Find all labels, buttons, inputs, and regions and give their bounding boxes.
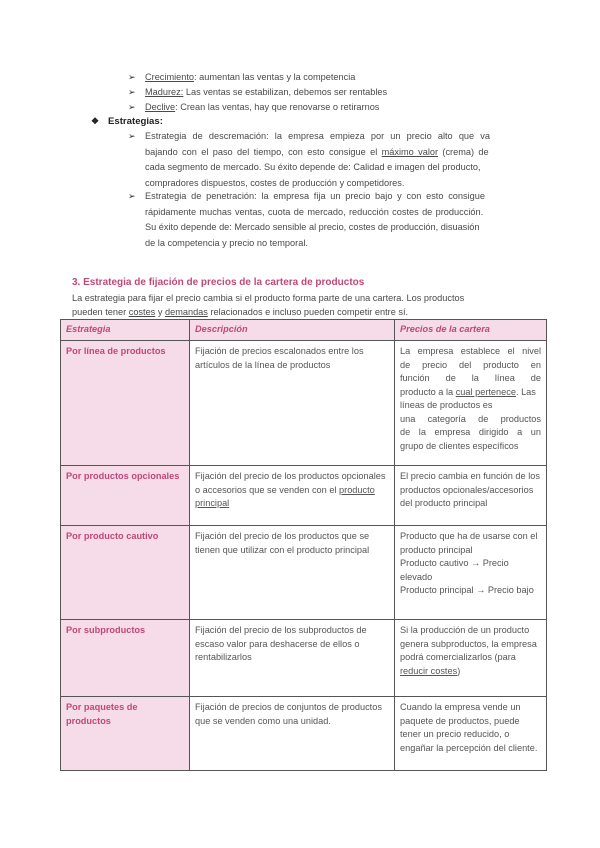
- document-page: ➢ Crecimiento: aumentan las ventas y la competencia ➢ Madurez: Las ventas se estabilizan, debemos ser rentables ➢ Declive: Crean las ventas, hay que renovarse o retirarnos ❖ Estrategias: ➢ Estrategia de descremación: la empresa empieza por un precio alto que va bajando con el paso del tiempo, con esto consigue el máximo valor (crema) de cada segmento de mercado. Su éxito depende de: Calidad e imagen del producto, compradores dispuestos, costes de producción y competidores. ➢ Estrategia de penetración: la empresa fija un precio bajo y con esto consigue rápidamente muchas ventas, cuota de mercado, reducción costes de producción. Su éxito depende de: Mercado sensible al precio, costes de producción, disuasión de la competencia y precio no temporal. 3. Estrategia de fijación de precios de la cartera de productos La estrategia para fijar el precio cambia si el producto forma parte de una cartera. Los productos pueden tener costes y demandas relacionados e incluso pueden competir entre sí. Estrategia Descripción Precios de la cartera Por línea de productos Fijación de precios escalonados entre los artículos de la línea de productos La empresa establece el nivel de precio del producto en función de la línea de producto a la cual pertenece. Las líneas de productos es una categoría de productos de la empresa dirigido a un grupo de clientes específicos Por productos opcionales Fijación del precio de los productos opcionales o accesorios que se venden con el producto principal El precio cambia en función de los productos opcionales/accesorios del producto principal Por producto cautivo Fijación del precio de los productos que se tienen que utilizar con el producto principal Producto que ha de usarse con el producto principal Producto cautivo → Precio elevado Producto principal → Precio bajo Por subproductos Fijación del precio de los subproductos de escaso valor para deshacerse de ellos o rentabilizarlos Si la producción de un producto genera subproductos, la empresa podrá comercializarlos (para reducir costes) Por paquetes de productos Fijación de precios de conjuntos de productos que se venden como una unidad. Cuando la empresa vende un paquete de productos, puede tener un precio reducido, o engañar la percepción del cliente.: [0, 0, 600, 848]
- price-cell: Si la producción de un producto genera subproductos, la empresa podrá comercializarlos (para reducir costes): [395, 620, 547, 697]
- price-cell: La empresa establece el nivel de precio del producto en función de la línea de producto a la cual pertenece. Las líneas de productos es una categoría de productos de la empresa dirigido a un grupo de clientes específicos: [395, 341, 547, 466]
- description-cell: Fijación de precios de conjuntos de productos que se venden como una unidad.: [190, 697, 395, 771]
- strategy-cell: Por producto cautivo: [61, 526, 190, 620]
- phase-text: Las ventas se estabilizan, debemos ser rentables: [183, 87, 388, 97]
- strategy-cell: Por productos opcionales: [61, 466, 190, 526]
- arrow-bullet-icon: ➢: [128, 191, 136, 201]
- phase-text: : aumentan las ventas y la competencia: [194, 72, 356, 82]
- table-row: [61, 620, 547, 697]
- table-row: [61, 697, 547, 771]
- portfolio-pricing-table: [60, 319, 547, 771]
- strategy-cell: Por paquetes de productos: [61, 697, 190, 771]
- price-cell: Producto que ha de usarse con el producto principal Producto cautivo → Precio elevado Producto principal → Precio bajo: [395, 526, 547, 620]
- underlined-term: máximo valor: [381, 146, 439, 157]
- description-cell: Fijación de precios escalonados entre los artículos de la línea de productos: [190, 341, 395, 466]
- arrow-bullet-icon: ➢: [128, 87, 136, 97]
- section-intro: La estrategia para fijar el precio cambia si el producto forma parte de una cartera. Los productos pueden tener costes y demandas relacionados e incluso pueden competir entre sí.: [72, 293, 465, 317]
- description-cell: Fijación del precio de los productos opcionales o accesorios que se venden con el producto principal: [190, 466, 395, 526]
- phase-text: : Crean las ventas, hay que renovarse o retirarnos: [175, 102, 380, 112]
- header-portfolio-prices: Precios de la cartera: [395, 320, 547, 341]
- table-row: [61, 466, 547, 526]
- price-cell: El precio cambia en función de los productos opcionales/accesorios del producto principal: [395, 466, 547, 526]
- table-header-row: [61, 320, 547, 341]
- strategy-cell: Por línea de productos: [61, 341, 190, 466]
- price-cell: Cuando la empresa vende un paquete de productos, puede tener un precio reducido, o engañar la percepción del cliente.: [395, 697, 547, 771]
- diamond-bullet-icon: ❖: [91, 116, 100, 126]
- penetration-strategy-paragraph: Estrategia de penetración: la empresa fija un precio bajo y con esto consigue rápidamente muchas ventas, cuota de mercado, reducción costes de producción. Su éxito depende de: Mercado sensible al precio, costes de producción, disuasión de la competencia y precio no temporal.: [145, 191, 485, 248]
- phase-term: Madurez:: [145, 87, 184, 97]
- arrow-bullet-icon: ➢: [128, 131, 136, 141]
- description-cell: Fijación del precio de los productos que se tienen que utilizar con el producto principal: [190, 526, 395, 620]
- phase-term: Declive: [145, 102, 176, 112]
- skimming-strategy-paragraph: Estrategia de descremación: la empresa empieza por un precio alto que va bajando con el paso del tiempo, con esto consigue el máximo valor (crema) de cada segmento de mercado. Su éxito depende de: Calidad e imagen del producto, compradores dispuestos, costes de producción y competidores.: [145, 131, 490, 188]
- header-strategy: Estrategia: [61, 320, 190, 341]
- arrow-bullet-icon: ➢: [128, 102, 136, 112]
- table-row: [61, 526, 547, 620]
- phase-term: Crecimiento: [145, 72, 195, 82]
- description-cell: Fijación del precio de los subproductos de escaso valor para deshacerse de ellos o rentabilizarlos: [190, 620, 395, 697]
- section-title: 3. Estrategia de fijación de precios de la cartera de productos: [72, 277, 365, 288]
- table-row: [61, 341, 547, 466]
- header-description: Descripción: [190, 320, 395, 341]
- strategy-cell: Por subproductos: [61, 620, 190, 697]
- arrow-bullet-icon: ➢: [128, 72, 136, 82]
